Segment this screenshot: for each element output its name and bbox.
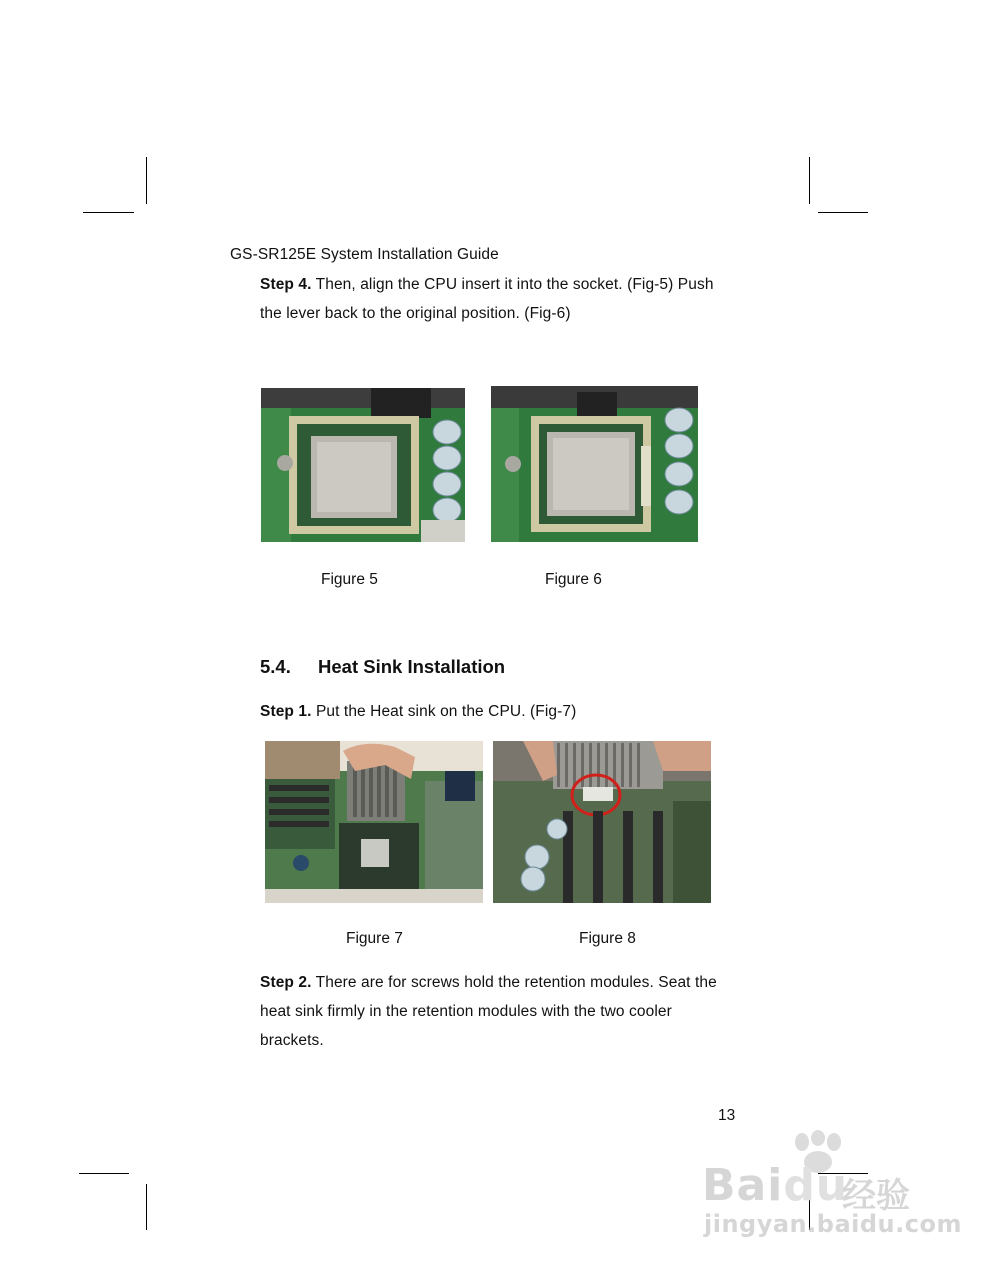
figure6-photo (491, 386, 698, 542)
step1-label: Step 1. (260, 703, 312, 720)
watermark-brand-bai: Bai (702, 1160, 784, 1211)
figure5-caption: Figure 5 (321, 571, 378, 588)
figure8-photo (493, 741, 711, 903)
figure6-caption: Figure 6 (545, 571, 602, 588)
step4-text1: Then, align the CPU insert it into the socket. (Fig-5) Push (311, 276, 714, 293)
step2-line3: brackets. (260, 1032, 324, 1049)
figure8-caption: Figure 8 (579, 930, 636, 947)
step4-line2: the lever back to the original position. (Fig-6) (260, 305, 571, 322)
page-header-title: GS-SR125E System Installation Guide (230, 246, 499, 263)
crop-mark-top-left-v (146, 157, 147, 204)
crop-mark-bottom-left-h (79, 1173, 129, 1174)
step4-label: Step 4. (260, 276, 312, 293)
step1-line (260, 697, 576, 726)
step2-line1 (260, 968, 717, 997)
watermark-cn: 经验 (842, 1176, 910, 1216)
step4-line1 (260, 270, 714, 299)
step1-text: Put the Heat sink on the CPU. (Fig-7) (311, 703, 577, 720)
page-number: 13 (718, 1107, 736, 1124)
watermark-brand (702, 1160, 848, 1211)
watermark-brand-du: du (783, 1160, 849, 1211)
crop-mark-bottom-left-v (146, 1184, 147, 1230)
crop-mark-top-right-v (809, 157, 810, 204)
watermark (700, 1130, 962, 1250)
figure7-photo (265, 741, 483, 903)
step2-label: Step 2. (260, 974, 312, 991)
section-number: 5.4. (260, 656, 291, 677)
watermark-url: jingyan.baidu.com (704, 1210, 962, 1238)
figure5-photo (261, 388, 465, 542)
crop-mark-top-right-h (818, 212, 868, 213)
figure7-caption: Figure 7 (346, 930, 403, 947)
step2-line2: heat sink firmly in the retention modules with the two cooler (260, 1003, 672, 1020)
crop-mark-top-left-h (83, 212, 134, 213)
step2-text1: There are for screws hold the retention modules. Seat the (311, 974, 717, 991)
section-title: Heat Sink Installation (318, 656, 506, 677)
